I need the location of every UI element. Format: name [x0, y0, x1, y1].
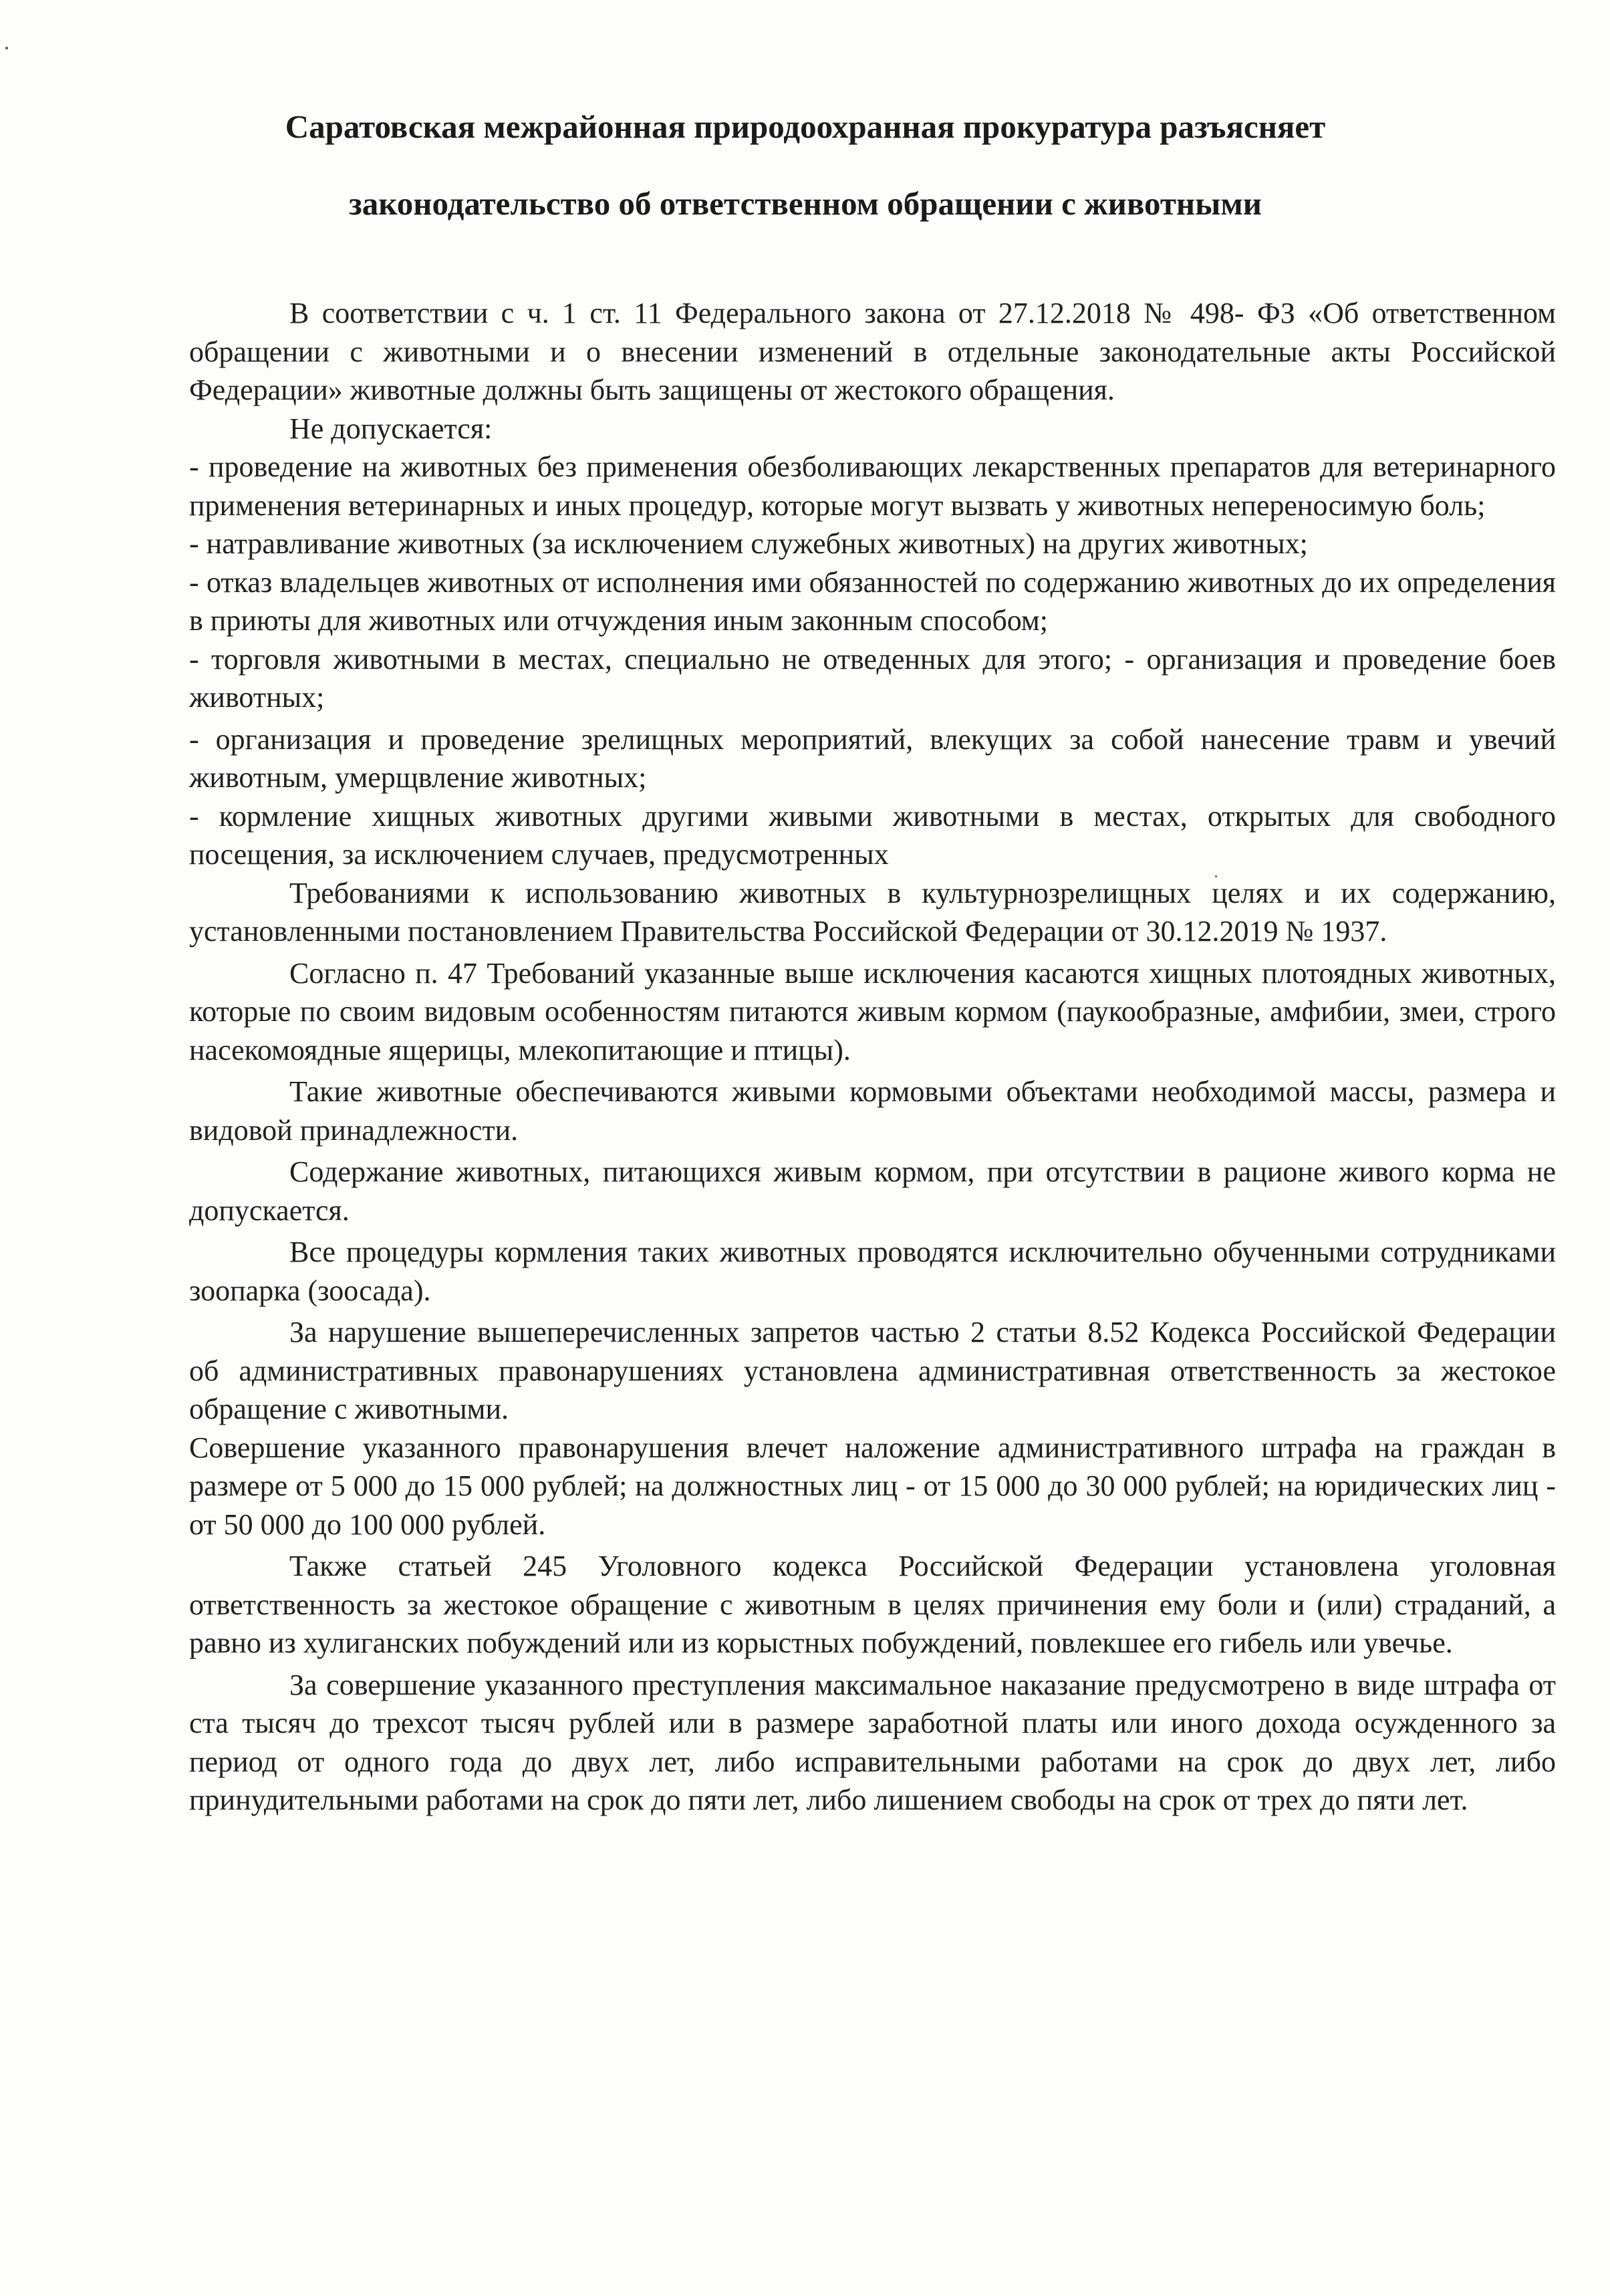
- list-item: - торговля животными в местах, специально не отведенных для этого; - организация и проведение боев животных;: [189, 642, 1556, 714]
- paragraph-prohibited-heading: Не допускается:: [289, 412, 493, 445]
- document-body: [189, 294, 1556, 1820]
- list-item: - кормление хищных животных другими живыми животными в местах, открытых для свободного посещения, за исключением случаев, предусмотренных: [189, 799, 1556, 871]
- paragraph: Такие животные обеспечиваются живыми кормовыми объектами необходимой массы, размера и видовой принадлежности.: [189, 1075, 1556, 1147]
- document-title-line-1: Саратовская межрайонная природоохранная прокуратура разъясняет: [285, 108, 1326, 145]
- list-item: - отказ владельцев животных от исполнения ими обязанностей по содержанию животных до их определения в приюты для животных или отчуждения иным законным способом;: [189, 565, 1556, 637]
- list-item: - организация и проведение зрелищных мероприятий, влекущих за собой нанесение травм и увечий животным, умерщвление животных;: [189, 722, 1556, 794]
- paragraph-intro: В соответствии с ч. 1 ст. 11 Федерального закона от 27.12.2018 № 498- ФЗ «Об ответственном обращении с животными и о внесении изменений в отдельные законодательные акты Российской Федерации» животные должны быть защищены от жестокого обращения.: [189, 297, 1556, 406]
- document-title-line-2: законодательство об ответственном обращении с животными: [349, 185, 1262, 222]
- paragraph: Согласно п. 47 Требований указанные выше исключения касаются хищных плотоядных животных, которые по своим видовым особенностям питаются живым кормом (паукообразные, амфибии, змеи, строго насекомоядные ящерицы, млекопитающие и птицы).: [189, 956, 1556, 1066]
- paragraph: Требованиями к использованию животных в культурнозрелищных целях и их содержанию, установленными постановлением Правительства Российской Федерации от 30.12.2019 № 1937.: [189, 876, 1556, 948]
- paragraph: Также статьей 245 Уголовного кодекса Российской Федерации установлена уголовная ответственность за жестокое обращение с животным в целях причинения ему боли и (или) страданий, а равно из хулиганских побуждений или из корыстных побуждений, повлекшее его гибель или увечье.: [189, 1550, 1556, 1659]
- paragraph: Все процедуры кормления таких животных проводятся исключительно обученными сотрудниками зоопарка (зоосада).: [189, 1236, 1556, 1307]
- paragraph: Совершение указанного правонарушения влечет наложение административного штрафа на граждан в размере от 5 000 до 15 000 рублей; на должностных лиц - от 15 000 до 30 000 рублей; на юридических лиц - от 50 000 до 100 000 рублей.: [189, 1431, 1556, 1541]
- paragraph: За совершение указанного преступления максимальное наказание предусмотрено в виде штрафа от ста тысяч до трехсот тысяч рублей или в размере заработной платы или иного дохода осужденного за период от одного года до двух лет, либо исправительными работами на срок до двух лет, либо принудительными работами на срок до пяти лет, либо лишением свободы на срок от трех до пяти лет.: [189, 1668, 1556, 1816]
- list-item: - натравливание животных (за исключением служебных животных) на других животных;: [189, 527, 1308, 560]
- list-item: - проведение на животных без применения обезболивающих лекарственных препаратов для ветеринарного применения ветеринарных и иных процедур, которые могут вызвать у животных непереносимую боль;: [189, 450, 1556, 522]
- paragraph: Содержание животных, питающихся живым кормом, при отсутствии в рационе живого корма не допускается.: [189, 1155, 1556, 1227]
- paragraph: За нарушение вышеперечисленных запретов частью 2 статьи 8.52 Кодекса Российской Федерации об административных правонарушениях установлена административная ответственность за жестокое обращение с животными.: [189, 1316, 1556, 1425]
- scan-speck: [5, 47, 8, 49]
